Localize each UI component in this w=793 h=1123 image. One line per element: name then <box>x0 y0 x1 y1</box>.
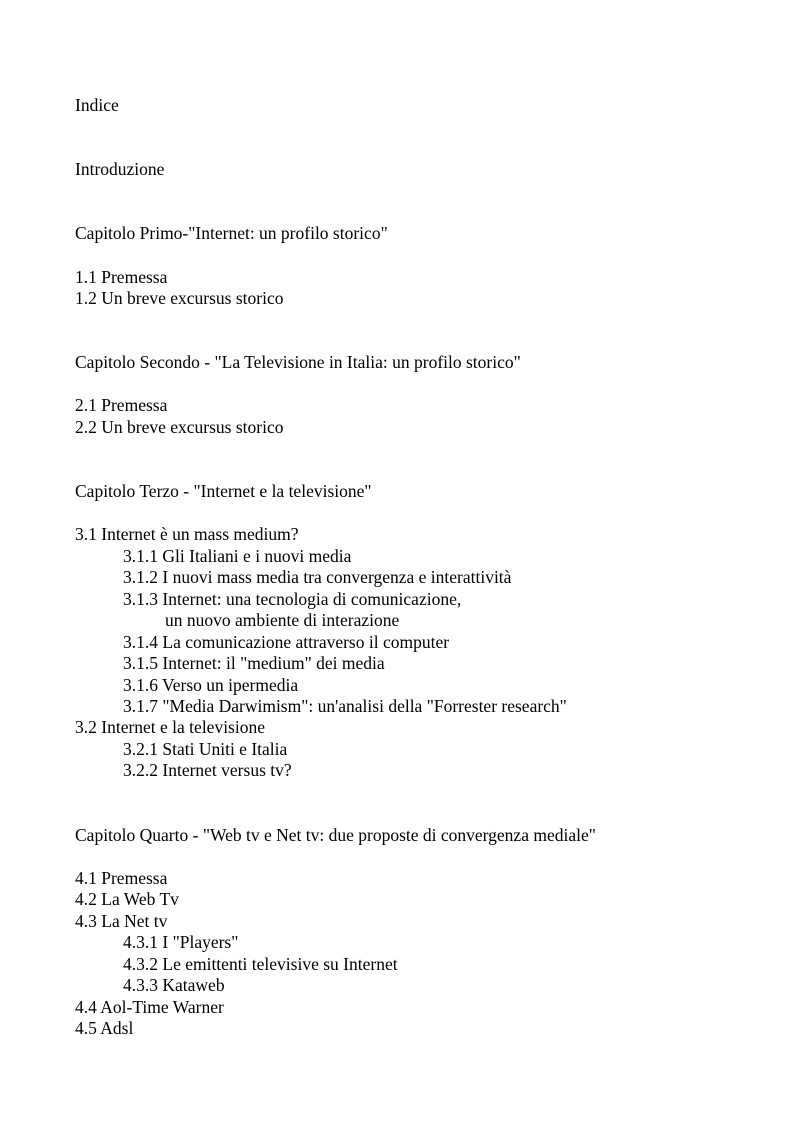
toc-item: 4.5 Adsl <box>75 1018 134 1038</box>
toc-item: 2.2 Un breve excursus storico <box>75 417 284 437</box>
toc-subitem: 3.1.7 "Media Darwimism": un'analisi della "Forrester research" <box>123 696 567 716</box>
toc-item: 1.2 Un breve excursus storico <box>75 288 284 308</box>
page-title: Indice <box>75 95 119 115</box>
toc-subitem: 3.1.1 Gli Italiani e i nuovi media <box>123 546 352 566</box>
toc-item: 3.1 Internet è un mass medium? <box>75 524 299 544</box>
chapter-heading: Capitolo Secondo - "La Televisione in Italia: un profilo storico" <box>75 352 521 372</box>
toc-item: 2.1 Premessa <box>75 395 168 415</box>
toc-subitem: 4.3.3 Kataweb <box>123 975 225 995</box>
toc-subitem-continuation: un nuovo ambiente di interazione <box>165 610 400 630</box>
toc-subitem: 4.3.2 Le emittenti televisive su Internet <box>123 954 398 974</box>
toc-item: 1.1 Premessa <box>75 267 168 287</box>
toc-introduction: Introduzione <box>75 159 165 179</box>
toc-subitem: 3.1.5 Internet: il "medium" dei media <box>123 653 385 673</box>
chapter-heading: Capitolo Quarto - "Web tv e Net tv: due proposte di convergenza mediale" <box>75 825 596 845</box>
toc-subitem: 3.2.2 Internet versus tv? <box>123 760 292 780</box>
toc-item: 4.4 Aol-Time Warner <box>75 997 224 1017</box>
toc-item: 4.1 Premessa <box>75 868 168 888</box>
toc-subitem: 3.1.4 La comunicazione attraverso il computer <box>123 632 450 652</box>
toc-item: 4.2 La Web Tv <box>75 889 179 909</box>
toc-subitem: 4.3.1 I "Players" <box>123 932 239 952</box>
chapter-heading: Capitolo Primo-"Internet: un profilo storico" <box>75 223 388 243</box>
toc-subitem: 3.2.1 Stati Uniti e Italia <box>123 739 288 759</box>
toc-subitem: 3.1.6 Verso un ipermedia <box>123 675 299 695</box>
toc-item: 3.2 Internet e la televisione <box>75 717 265 737</box>
chapter-heading: Capitolo Terzo - "Internet e la televisione" <box>75 481 372 501</box>
toc-item: 4.3 La Net tv <box>75 911 168 931</box>
toc-subitem: 3.1.2 I nuovi mass media tra convergenza e interattività <box>123 567 512 587</box>
toc-subitem: 3.1.3 Internet: una tecnologia di comunicazione, <box>123 589 462 609</box>
